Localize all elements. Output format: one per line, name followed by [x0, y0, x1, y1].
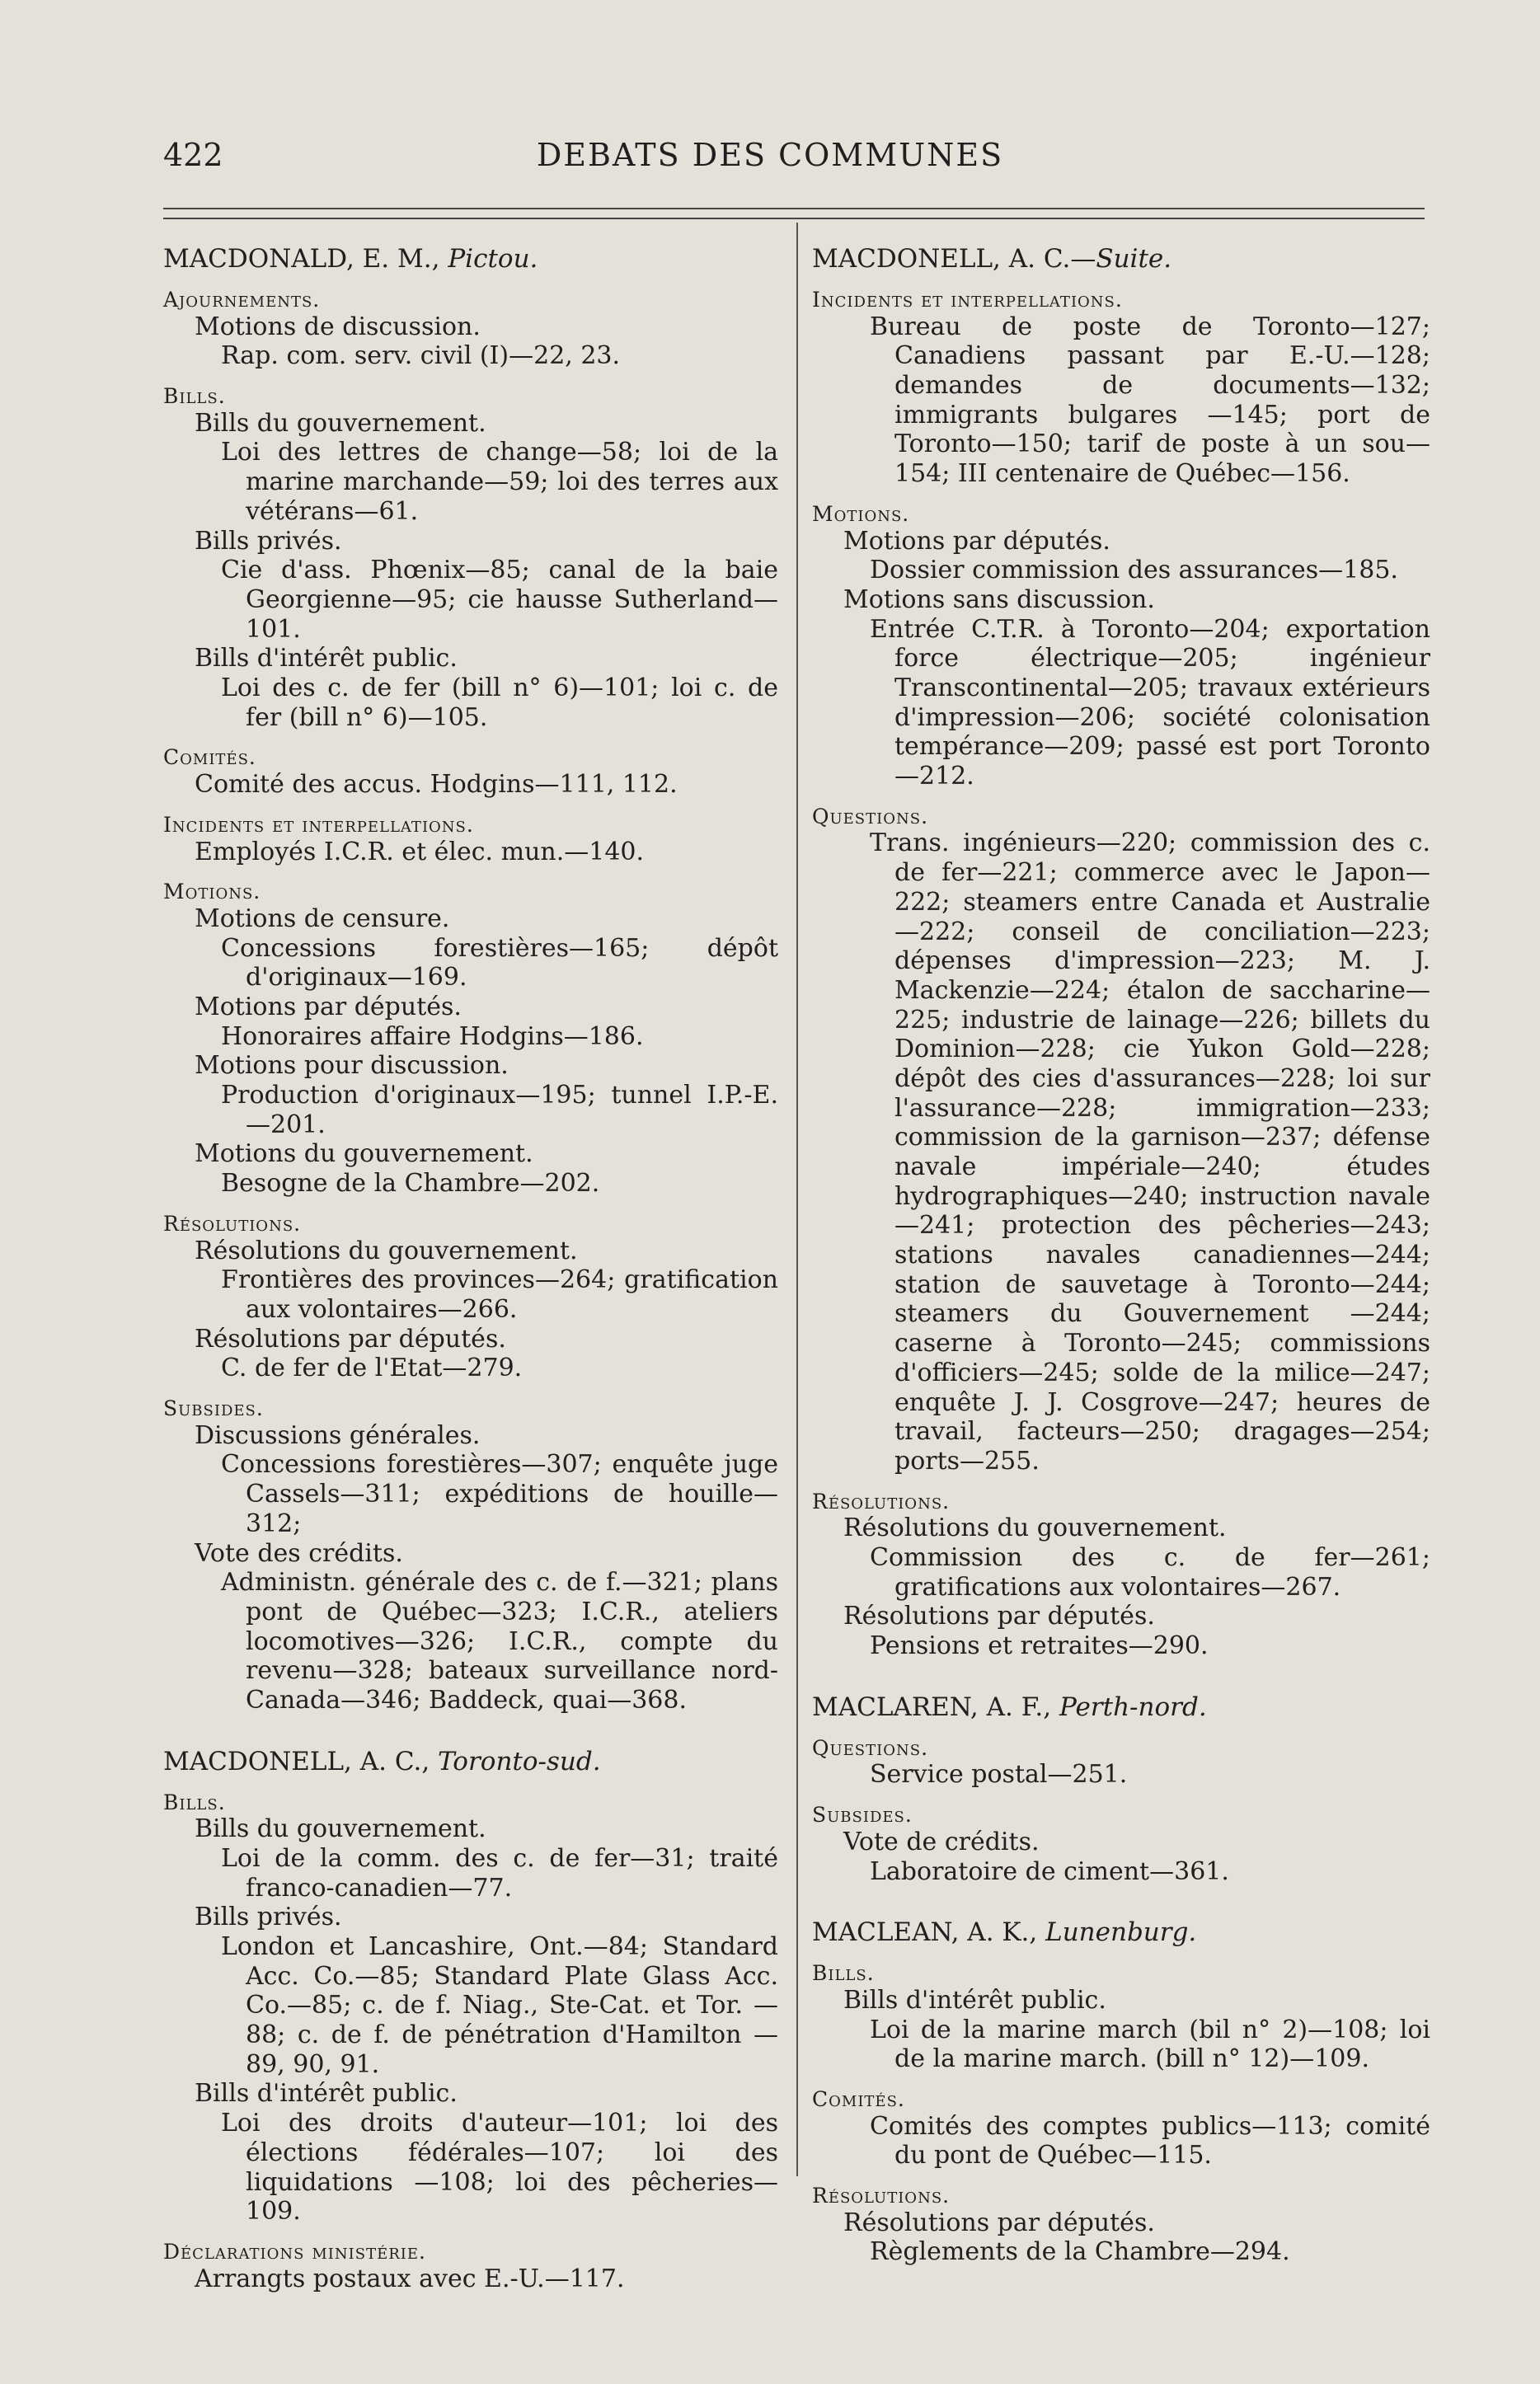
section-label: Subsides. [812, 1803, 913, 1828]
header-rule-bottom [163, 218, 1425, 219]
subheading: Bills du gouvernement. [195, 408, 486, 438]
subheading: Motions de censure. [195, 903, 450, 933]
subheading: Bills du gouvernement. [195, 1814, 486, 1844]
index-item: Honoraires affaire Hodgins—186. [221, 1021, 644, 1051]
section-label: Ajournements. [163, 287, 321, 312]
subheading: Motions pour discussion. [195, 1051, 509, 1081]
riding: Lunenburg. [1045, 1917, 1197, 1948]
subheading: Comité des accus. Hodgins—111, 112. [195, 770, 678, 800]
section-label: Bills. [163, 1790, 226, 1814]
subheading: Résolutions du gouvernement. [195, 1236, 578, 1265]
index-item: Comités des comptes publics—113; comité du pont de Québec—115. [870, 2111, 1430, 2170]
index-item: Cie d'ass. Phœnix—85; canal de la baie Georgienne—95; cie hausse Sutherland—101. [221, 556, 778, 644]
running-head: DEBATS DES COMMUNES [536, 137, 1004, 173]
index-item: Besogne de la Chambre—202. [221, 1169, 600, 1199]
entry-heading [812, 1917, 1430, 1948]
subheading: Motions de discussion. [195, 312, 481, 341]
index-item: Service postal—251. [870, 1760, 1128, 1790]
riding: Toronto-sud. [438, 1746, 601, 1776]
subheading: Motions par députés. [195, 993, 462, 1021]
member-name: MACDONELL, A. C.— [812, 244, 1096, 274]
subheading: Résolutions par députés. [195, 1324, 506, 1354]
section-label: Motions. [812, 501, 910, 526]
subheading: Motions du gouvernement. [195, 1139, 533, 1169]
section-label: Questions. [812, 804, 929, 828]
index-item: C. de fer de l'Etat—279. [221, 1354, 523, 1383]
index-item: Commission des c. de fer—261; gratifications aux volontaires—267. [870, 1543, 1430, 1602]
page-number: 422 [163, 137, 223, 173]
riding: Pictou. [448, 244, 538, 274]
section-label: Questions. [812, 1735, 929, 1760]
section-label: Résolutions. [812, 1489, 951, 1513]
index-item: Loi des droits d'auteur—101; loi des élections fédérales—107; loi des liquidations —108; loi des pêcheries—109. [221, 2109, 778, 2227]
riding: Perth-nord. [1059, 1692, 1207, 1722]
section-label: Subsides. [163, 1396, 264, 1420]
subheading: Résolutions par députés. [843, 1602, 1155, 1631]
index-item: Loi de la marine march (bil n° 2)—108; loi de la marine march. (bill n° 12)—109. [870, 2015, 1430, 2074]
index-item: Dossier commission des assurances—185. [870, 556, 1398, 585]
index-item: London et Lancashire, Ont.—84; Standard Acc. Co.—85; Standard Plate Glass Acc. Co.—85; c. de f. Niag., Ste-Cat. et Tor. —88; c. de f. de pénétration d'Hamilton —89, 90, 91. [221, 1932, 778, 2079]
index-item: Production d'originaux—195; tunnel I.P.-E.—201. [221, 1081, 778, 1139]
index-item: Trans. ingénieurs—220; commission des c. de fer—221; commerce avec le Japon—222; steamers entre Canada et Australie —222; conseil de conciliation—223; dépenses d'impression—223; M. J. Mackenzie—224; étalon de saccharine—225; industrie de lainage—226; billets du Dominion—228; cie Yukon Gold—228; dépôt des cies d'assurances—228; loi sur l'assurance—228; immigration—233; commission de la garnison—237; défense navale impériale—240; études hydrographiques—240; instruction navale—241; protection des pêcheries—243; stations navales canadiennes—244; station de sauvetage à Toronto—244; steamers du Gouvernement —244; caserne à Toronto—245; commissions d'officiers—245; solde de la milice—247; enquête J. J. Cosgrove—247; heures de travail, facteurs—250; dragages—254; ports—255. [870, 828, 1430, 1476]
subheading: Discussions générales. [195, 1420, 481, 1450]
subheading: Bills d'intérêt public. [843, 1985, 1106, 2015]
subheading: Motions par députés. [843, 526, 1110, 556]
section-label: Résolutions. [163, 1211, 302, 1236]
entry-heading [163, 244, 778, 275]
index-item: Entrée C.T.R. à Toronto—204; exportation force électrique—205; ingénieur Transcontinental—205; travaux extérieurs d'impression—206; société colonisation tempérance—209; passé est port Toronto —212. [870, 614, 1430, 791]
right-column [812, 244, 1430, 2267]
section-label: Incidents et interpellations. [163, 812, 474, 837]
subheading: Résolutions du gouvernement. [843, 1513, 1227, 1543]
entry-heading [163, 1747, 778, 1777]
section-label: Déclarations ministérie. [163, 2239, 427, 2264]
entry-heading [812, 244, 1430, 275]
index-item: Loi des lettres de change—58; loi de la marine marchande—59; loi des terres aux vétérans—61. [221, 438, 778, 526]
subheading: Vote de crédits. [843, 1827, 1040, 1856]
subheading: Vote des crédits. [195, 1538, 403, 1568]
continuation-label: Suite. [1096, 244, 1172, 274]
subheading: Motions sans discussion. [843, 584, 1155, 614]
index-item: Rap. com. serv. civil (I)—22, 23. [221, 341, 621, 371]
index-item: Concessions forestières—165; dépôt d'originaux—169. [221, 933, 778, 993]
member-name: MACDONALD, E. M., [163, 244, 440, 274]
left-column [163, 244, 778, 2293]
index-item: Laboratoire de ciment—361. [870, 1856, 1229, 1886]
entry-heading [812, 1692, 1430, 1723]
subheading: Résolutions par députés. [843, 2208, 1155, 2237]
index-item: Frontières des provinces—264; gratification aux volontaires—266. [221, 1265, 778, 1324]
index-item: Concessions forestières—307; enquête juge Cassels—311; expéditions de houille—312; [221, 1450, 778, 1538]
section-label: Motions. [163, 880, 261, 904]
member-name: MACLEAN, A. K., [812, 1917, 1038, 1948]
section-label: Comités. [163, 745, 256, 770]
section-label: Incidents et interpellations. [812, 287, 1123, 312]
subheading: Bills privés. [195, 526, 342, 556]
section-label: Bills. [163, 384, 226, 408]
index-item: Loi de la comm. des c. de fer—31; traité franco-canadien—77. [221, 1843, 778, 1903]
subheading: Bills d'intérêt public. [195, 2079, 458, 2109]
member-name: MACDONELL, A. C., [163, 1746, 430, 1776]
index-item: Règlements de la Chambre—294. [870, 2237, 1290, 2267]
subheading: Bills d'intérêt public. [195, 644, 458, 673]
subheading: Arrangts postaux avec E.-U.—117. [195, 2264, 625, 2293]
section-label: Résolutions. [812, 2184, 951, 2208]
member-name: MACLAREN, A. F., [812, 1692, 1052, 1722]
subheading: Bills privés. [195, 1903, 342, 1932]
index-item: Loi des c. de fer (bill n° 6)—101; loi c. de fer (bill n° 6)—105. [221, 673, 778, 732]
column-divider [796, 223, 798, 2176]
section-label: Bills. [812, 1961, 875, 1986]
header-rule-top [163, 208, 1425, 209]
section-label: Comités. [812, 2086, 905, 2111]
index-item: Administn. générale des c. de f.—321; plans pont de Québec—323; I.C.R., ateliers locomotives—326; I.C.R., compte du revenu—328; bateaux surveillance nord-Canada—346; Baddeck, quai—368. [221, 1568, 778, 1715]
subheading: Employés I.C.R. et élec. mun.—140. [195, 837, 645, 866]
index-item: Bureau de poste de Toronto—127; Canadiens passant par E.-U.—128; demandes de documents—132; immigrants bulgares —145; port de Toronto—150; tarif de poste à un sou—154; III centenaire de Québec—156. [870, 312, 1430, 489]
index-item: Pensions et retraites—290. [870, 1631, 1209, 1661]
